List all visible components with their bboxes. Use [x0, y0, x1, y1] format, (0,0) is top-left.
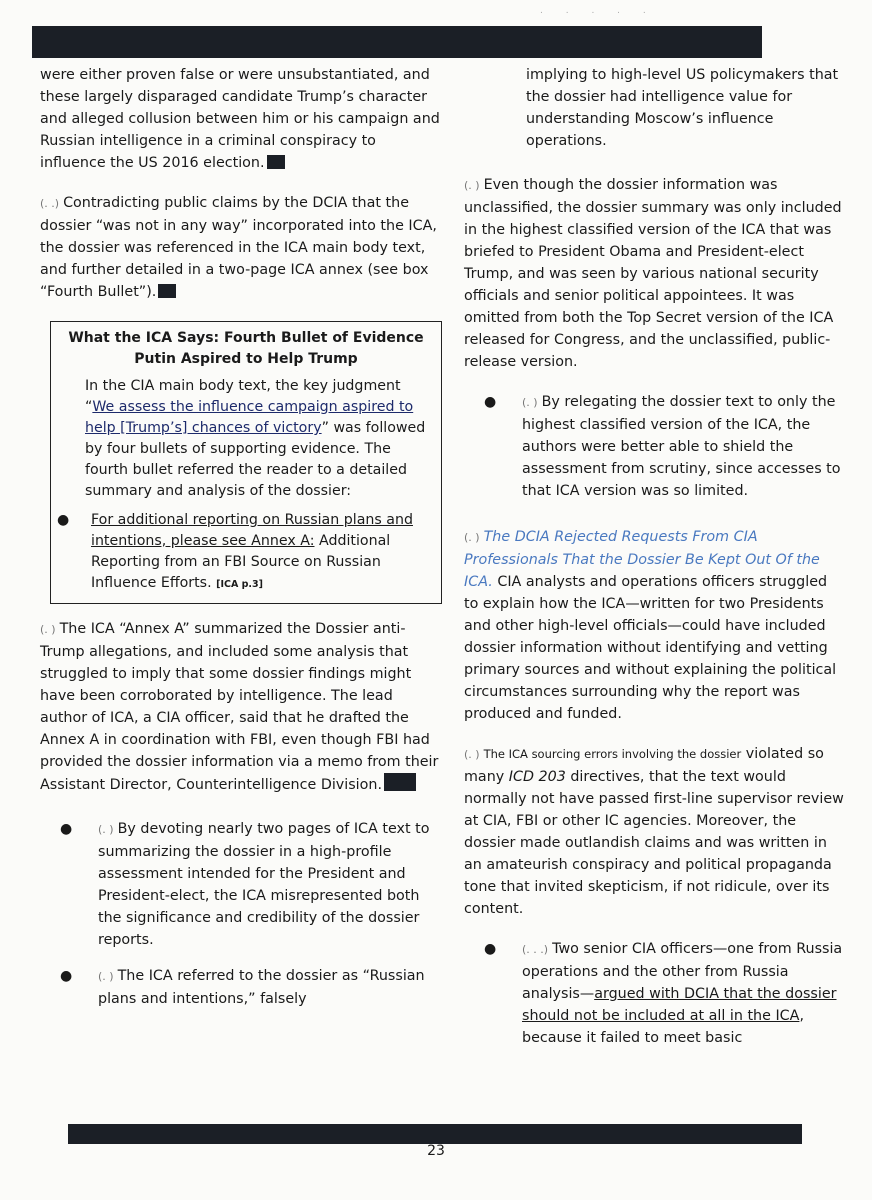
top-marks: . . . . .	[540, 6, 656, 16]
redaction-bar-bottom	[68, 1124, 802, 1144]
right-continuation: implying to high-level US policymakers that the dossier had intelligence value for understanding Moscow’s influence operations.	[526, 67, 839, 149]
redaction-bar-top	[32, 26, 762, 58]
key-judgment-quote: We assess the influence campaign aspired to help [Trump’s] chances of victory	[85, 399, 414, 436]
bullet-icon: ●	[57, 512, 70, 528]
classification-marking: (. )	[98, 970, 114, 983]
ica-citation: [ICA p.3]	[216, 579, 263, 590]
bullet-icon: ●	[484, 394, 497, 410]
right-bullet-2: ● (. . .) Two senior CIA officers—one from Russia operations and the other from Russia analysis—argued with DCIA that the dossier should not be included at all in the ICA, because it failed to meet basic	[464, 938, 844, 1049]
bullet-icon: ●	[484, 941, 497, 957]
left-bullet-2: ● (. ) The ICA referred to the dossier as “Russian plans and intentions,” falsely	[40, 965, 440, 1010]
page-number: 23	[427, 1143, 445, 1159]
left-para-2: (. .) Contradicting public claims by the DCIA that the dossier “was not in any way” incorporated into the ICA, the dossier was referenced in the ICA main body text, and further detailed in a two-page ICA annex (see box “Fourth Bullet”).	[40, 195, 437, 300]
fourth-bullet-box	[50, 321, 442, 604]
redaction-mark	[384, 773, 416, 791]
box-body: In the CIA main body text, the key judgment “We assess the influence campaign aspired to help [Trump’s] chances of victory” was followed by four bullets of supporting evidence. The fourth bullet referred the reader to a detailed summary and analysis of the dossier:	[85, 378, 426, 499]
classification-marking: (. .)	[40, 197, 60, 210]
redaction-mark	[267, 155, 285, 169]
classification-marking: (. )	[464, 179, 480, 192]
redaction-mark	[158, 284, 176, 298]
left-para-3: (. ) The ICA “Annex A” summarized the Dossier anti-Trump allegations, and included some analysis that struggled to imply that some dossier findings might have been corroborated by intelligence. The lead author of ICA, a CIA officer, said that he drafted the Annex A in coordination with FBI, even though FBI had provided the dossier information via a memo from their Assistant Director, Counterintelligence Division.	[40, 621, 439, 793]
classification-marking: (. )	[98, 823, 114, 836]
section-heading: The DCIA Rejected Requests From CIA Professionals That the Dossier Be Kept Out Of the ICA.	[464, 529, 820, 590]
right-para-1: (. ) Even though the dossier information was unclassified, the dossier summary was only included in the highest classified version of the ICA that was briefed to President Obama and President-elect Trump, and was seen by various national security officials and senior political appointees. It was omitted from both the Top Secret version of the ICA released for Congress, and the unclassified, public-release version.	[464, 177, 842, 370]
classification-marking: (. )	[464, 531, 480, 544]
classification-marking: (. )	[40, 623, 56, 636]
classification-marking: (. )	[464, 748, 480, 761]
classification-marking: (. . .)	[522, 943, 549, 956]
left-bullet-1: ● (. ) By devoting nearly two pages of ICA text to summarizing the dossier in a high-profile assessment intended for the President and President-elect, the ICA misrepresented both the significance and credibility of the dossier reports.	[40, 818, 440, 951]
right-bullet-1: ● (. ) By relegating the dossier text to only the highest classified version of the ICA, the authors were better able to shield the assessment from scrutiny, since accesses to that ICA version was so limited.	[464, 391, 844, 502]
right-column	[464, 64, 844, 1063]
left-para-1: were either proven false or were unsubstantiated, and these largely disparaged candidate Trump’s character and alleged collusion between him or his campaign and Russian intelligence in a criminal conspiracy to influence the US 2016 election.	[40, 67, 440, 171]
right-para-3: (. ) The ICA sourcing errors involving the dossier violated so many ICD 203 directives, that the text would normally not have passed first-line supervisor review at CIA, FBI or other IC agencies. Moreover, the dossier made outlandish claims and was written in an amateurish conspiracy and political propaganda tone that invited skepticism, if not ridicule, over its content.	[464, 746, 844, 917]
box-bullet: ● For additional reporting on Russian plans and intentions, please see Annex A: Additional Reporting from an FBI Source on Russian Influence Efforts. [ICA p.3]	[57, 512, 413, 591]
classification-marking: (. )	[522, 396, 538, 409]
left-column	[40, 64, 440, 1024]
bullet-icon: ●	[60, 968, 73, 984]
bullet-icon: ●	[60, 821, 73, 837]
right-para-2: (. ) The DCIA Rejected Requests From CIA Professionals That the Dossier Be Kept Out Of the ICA. CIA analysts and operations officers struggled to explain how the ICA—written for two Presidents and other high-level officials—could have included dossier information without identifying and vetting primary sources and without explaining the political circumstances surrounding why the report was produced and funded.	[464, 529, 837, 722]
box-title: What the ICA Says: Fourth Bullet of Evidence Putin Aspired to Help Trump	[68, 330, 424, 367]
